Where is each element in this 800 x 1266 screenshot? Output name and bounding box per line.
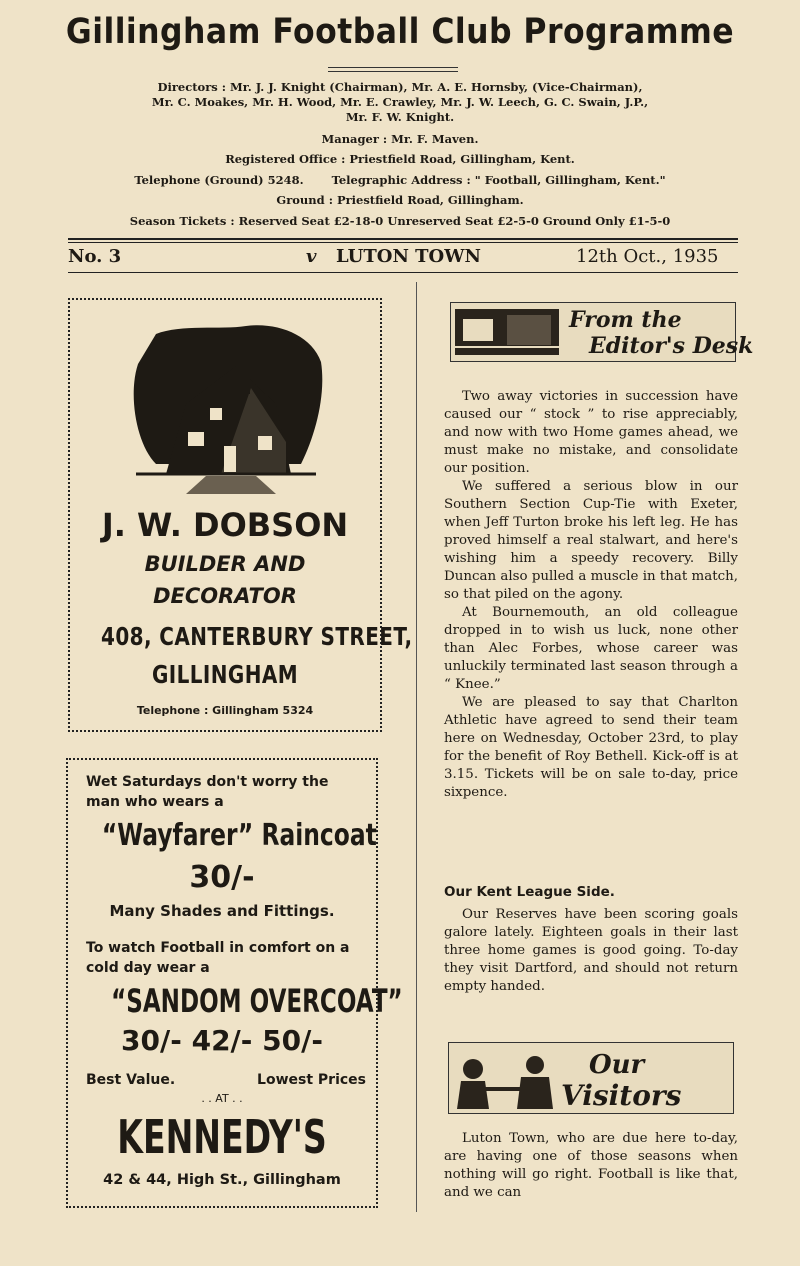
editor-banner-text-2: Editor's Desk xyxy=(589,333,754,359)
visitors-banner-text-2: Visitors xyxy=(561,1079,682,1112)
editor-paragraph: We suffered a serious blow in our Southern Section Cup-Tie with Exeter, when Jeff Turton broke his left leg. He has proved himself a real stalwart, and here's wishing him a speedy recovery. Billy Duncan also pulled a muscle in that match, so that piled on the agony. xyxy=(444,479,738,602)
programme-title: Gillingham Football Club Programme xyxy=(65,12,735,52)
dobson-name: J. W. DOBSON xyxy=(101,506,349,544)
issue-line xyxy=(68,246,738,270)
ground-line: Ground : Priestfield Road, Gillingham. xyxy=(276,193,524,207)
editor-banner xyxy=(450,302,754,362)
column-divider xyxy=(416,282,417,1212)
shades-text: Many Shades and Fittings. xyxy=(109,902,335,920)
kennedy-intro-2: To watch Football in comfort on a cold day wear a xyxy=(86,940,350,976)
match-date: 12th Oct., 1935 xyxy=(576,246,719,267)
house-illustration xyxy=(126,324,326,496)
editor-banner-text-1: From the xyxy=(569,307,682,333)
issue-number: No. 3 xyxy=(68,246,122,267)
best-value-text: Best Value. xyxy=(86,1072,176,1088)
versus-text: v xyxy=(306,246,317,267)
kennedy-address: 42 & 44, High St., Gillingham xyxy=(103,1172,341,1188)
kent-league-heading: Our Kent League Side. xyxy=(444,884,615,900)
kennedy-name: KENNEDY'S xyxy=(117,1110,327,1164)
dobson-trade-2: DECORATOR xyxy=(153,584,297,608)
telephone-text: Telephone (Ground) 5248. xyxy=(134,173,304,187)
visitors-banner xyxy=(448,1042,734,1114)
directors-line: Mr. C. Moakes, Mr. H. Wood, Mr. E. Crawley, Mr. J. W. Leech, G. C. Swain, J.P., xyxy=(151,95,649,109)
issue-rule xyxy=(68,272,738,273)
telegraphic-text: Telegraphic Address : " Football, Gillingham, Kent." xyxy=(331,173,666,187)
dobson-town: GILLINGHAM xyxy=(151,660,299,689)
title-rule xyxy=(328,67,458,68)
contact-line xyxy=(0,173,800,187)
visitors-paragraph: Luton Town, who are due here to-day, are having one of those seasons when nothing will go right. Football is like that, and we can xyxy=(444,1131,738,1200)
kennedy-intro: Wet Saturdays don't worry the man who wears a xyxy=(86,774,329,810)
editor-column xyxy=(444,388,738,802)
header-rule xyxy=(68,238,738,240)
editor-desk-illustration xyxy=(451,303,754,361)
kent-league-column xyxy=(444,906,738,996)
dobson-telephone: Telephone : Gillingham 5324 xyxy=(136,704,314,717)
value-line xyxy=(86,1070,366,1090)
kennedy-advert xyxy=(66,758,403,1208)
editor-paragraph: At Bournemouth, an old colleague dropped in to wish us luck, none other than Alec Forbes, whose career was unluckily terminated last season through a “ Knee.” xyxy=(444,605,738,692)
editor-paragraph: We are pleased to say that Charlton Athletic have agreed to send their team here on Wednesday, October 23rd, to play for the benefit of Roy Bethell. Kick-off is at 3.15. Tickets will be on sale to-day, price sixpence. xyxy=(444,695,738,800)
season-tickets-line: Season Tickets : Reserved Seat £2-18-0 Unreserved Seat £2-5-0 Ground Only £1-5-0 xyxy=(129,214,671,228)
directors-line: Mr. F. W. Knight. xyxy=(345,110,455,124)
lowest-prices-text: Lowest Prices xyxy=(257,1072,366,1088)
overcoat-name: “SANDOM OVERCOAT” xyxy=(111,982,403,1020)
dobson-street: 408, CANTERBURY STREET, xyxy=(101,622,413,651)
overcoat-prices: 30/- 42/- 50/- xyxy=(121,1024,323,1057)
opponent-name: LUTON TOWN xyxy=(336,246,481,267)
raincoat-price: 30/- xyxy=(189,860,255,895)
directors-line: Directors : Mr. J. J. Knight (Chairman), Mr. A. E. Hornsby, (Vice-Chairman), xyxy=(157,80,643,94)
kent-paragraph: Our Reserves have been scoring goals galore lately. Eighteen goals in their last three home games is good going. To-day they visit Dartford, and should not return empty handed. xyxy=(444,907,738,994)
at-text: . . AT . . xyxy=(201,1092,243,1105)
visitors-column xyxy=(444,1130,738,1202)
office-line: Registered Office : Priestfield Road, Gillingham, Kent. xyxy=(225,152,575,166)
dobson-trade-1: BUILDER AND xyxy=(144,552,306,576)
visitors-illustration xyxy=(449,1043,733,1113)
dobson-advert xyxy=(68,298,413,732)
header-rule xyxy=(68,242,738,243)
editor-paragraph: Two away victories in succession have caused our “ stock ” to rise appreciably, and now with two Home games ahead, we must make no mistake, and consolidate our position. xyxy=(444,389,738,476)
title-rule xyxy=(328,71,458,72)
visitors-banner-text-1: Our xyxy=(589,1050,645,1080)
raincoat-name: “Wayfarer” Raincoat xyxy=(101,818,377,853)
manager-line: Manager : Mr. F. Maven. xyxy=(321,132,479,146)
